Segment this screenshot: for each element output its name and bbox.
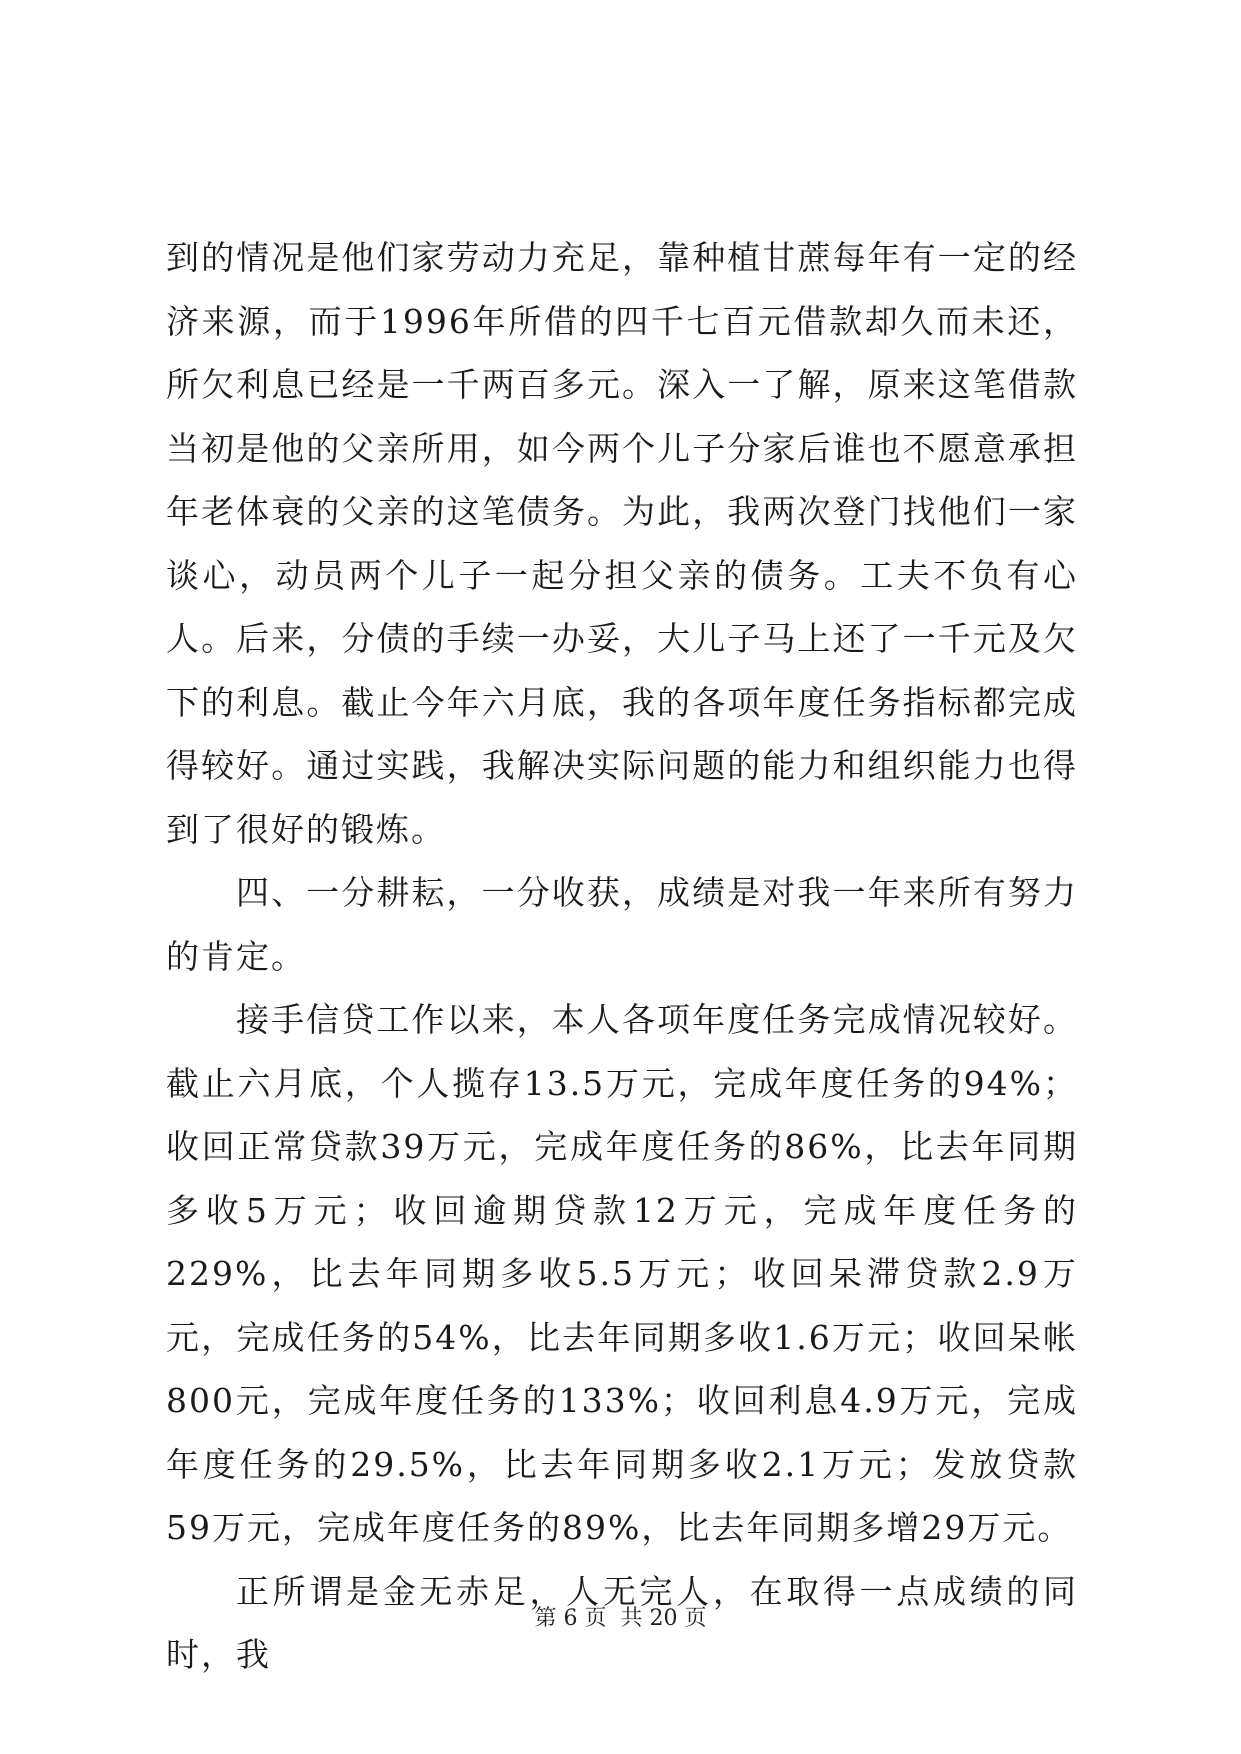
page-footer (0, 1604, 1241, 1634)
paragraph-1: 到的情况是他们家劳动力充足，靠种植甘蔗每年有一定的经济来源，而于1996年所借的四千七百元借款却久而未还，所欠利息已经是一千两百多元。深入一了解，原来这笔借款当初是他的父亲所用，如今两个儿子分家后谁也不愿意承担年老体衰的父亲的这笔债务。为此，我两次登门找他们一家谈心，动员两个儿子一起分担父亲的债务。工夫不负有心人。后来，分债的手续一办妥，大儿子马上还了一千元及欠下的利息。截止今年六月底，我的各项年度任务指标都完成得较好。通过实践，我解决实际问题的能力和组织能力也得到了很好的锻炼。 (166, 238, 1078, 849)
body-text (166, 226, 1078, 1687)
paragraph-4: 正所谓是金无赤足，人无完人，在取得一点成绩的同时，我 (166, 1571, 1078, 1674)
page-number: 第 6 页 (534, 1606, 607, 1631)
paragraph-3: 接手信贷工作以来，本人各项年度任务完成情况较好。截止六月底，个人揽存13.5万元，完成年度任务的94%；收回正常贷款39万元，完成年度任务的86%，比去年同期多收5万元；收回逾期贷款12万元，完成年度任务的229%，比去年同期多收5.5万元；收回呆滞贷款2.9万元，完成任务的54%，比去年同期多收1.6万元；收回呆帐800元，完成年度任务的133%；收回利息4.9万元，完成年度任务的29.5%，比去年同期多收2.1万元；发放贷款59万元，完成年度任务的89%，比去年同期多增29万元。 (166, 1000, 1078, 1547)
paragraph-2: 四、一分耕耘，一分收获，成绩是对我一年来所有努力的肯定。 (166, 873, 1078, 976)
page-total: 共 20 页 (620, 1606, 707, 1631)
